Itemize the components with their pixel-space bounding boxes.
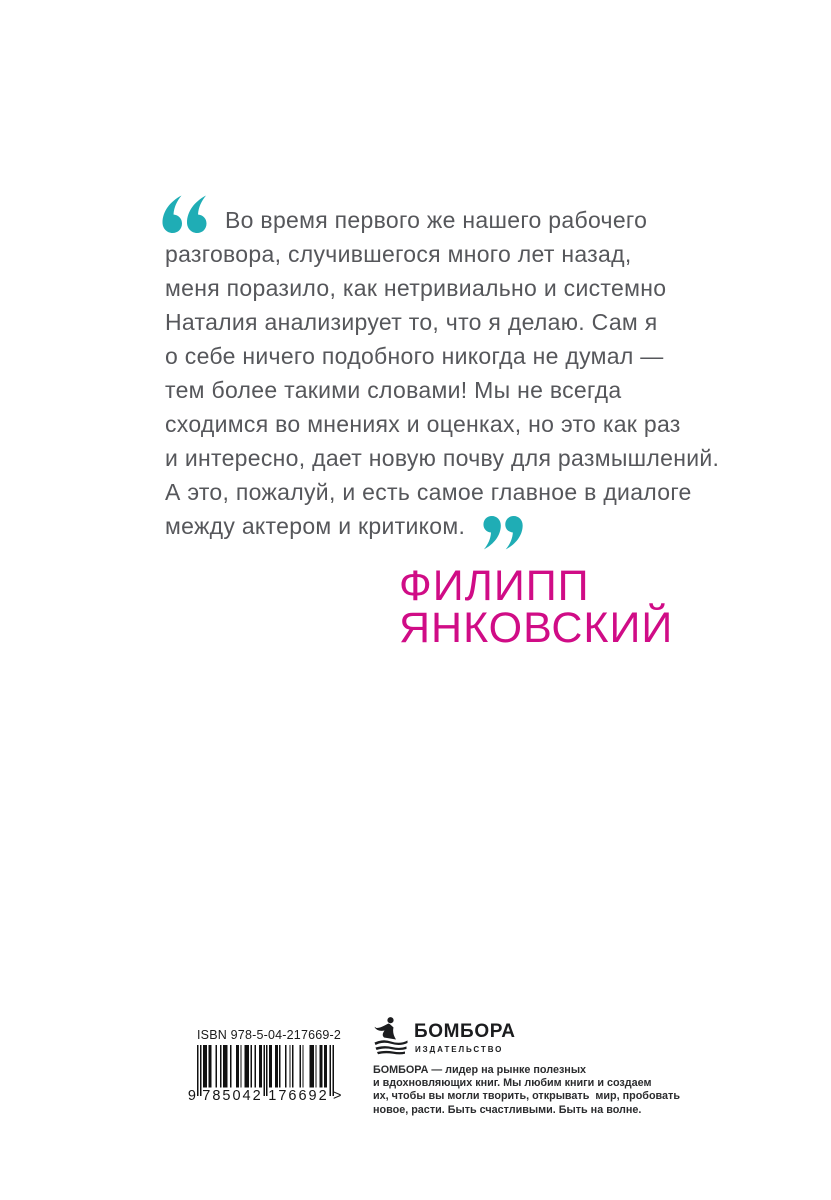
closing-quote-icon [483, 515, 524, 550]
quote-attribution [399, 562, 674, 652]
publisher-description-line: новое, расти. Быть счастливыми. Быть на волне. [373, 1103, 642, 1116]
ean-digits-left: 785042 [202, 1088, 263, 1104]
quote-line: и интересно, дает новую почву для размышлений. [165, 445, 720, 471]
surfer-wave-logo-icon [373, 1016, 409, 1057]
quote-line: тем более такими словами! Мы не всегда [165, 377, 622, 403]
ean-digit-first: 9 [187, 1088, 196, 1104]
publisher-description-line: БОМБОРА — лидер на рынке полезных [373, 1064, 587, 1076]
quote-line: А это, пожалуй, и есть самое главное в диалоге [165, 479, 692, 505]
attribution-line: ЯНКОВСКИЙ [399, 604, 674, 652]
publisher-description-line: и вдохновляющих книг. Мы любим книги и создаем [373, 1077, 652, 1090]
quote-text [165, 203, 719, 543]
attribution-line: ФИЛИПП [399, 562, 590, 610]
publisher-logo-name: БОМБОРА [414, 1021, 516, 1042]
publisher-logo-subtitle: ИЗДАТЕЛЬСТВО [415, 1045, 504, 1054]
quote-line: Во время первого же нашего рабочего [225, 207, 648, 233]
ean-digits-right: 176692 [268, 1088, 329, 1104]
quote-line: разговора, случившегося много лет назад, [165, 241, 632, 267]
publisher-description-line: их, чтобы вы могли творить, открывать мир, пробовать [373, 1090, 680, 1103]
quote-line: о себе ничего подобного никогда не думал — [165, 343, 664, 369]
isbn-label: ISBN 978-5-04-217669-2 [197, 1028, 342, 1042]
quote-line: меня поразило, как нетривиально и системно [165, 275, 667, 301]
quote-line: между актером и критиком. [165, 509, 719, 543]
quote-line: сходимся во мнениях и оценках, но это как раз [165, 411, 681, 437]
quote-line: Наталия анализирует то, что я делаю. Сам я [165, 309, 658, 335]
ean-trailer: > [333, 1088, 342, 1104]
publisher-description [373, 1064, 680, 1117]
isbn-barcode-block [185, 1028, 351, 1108]
